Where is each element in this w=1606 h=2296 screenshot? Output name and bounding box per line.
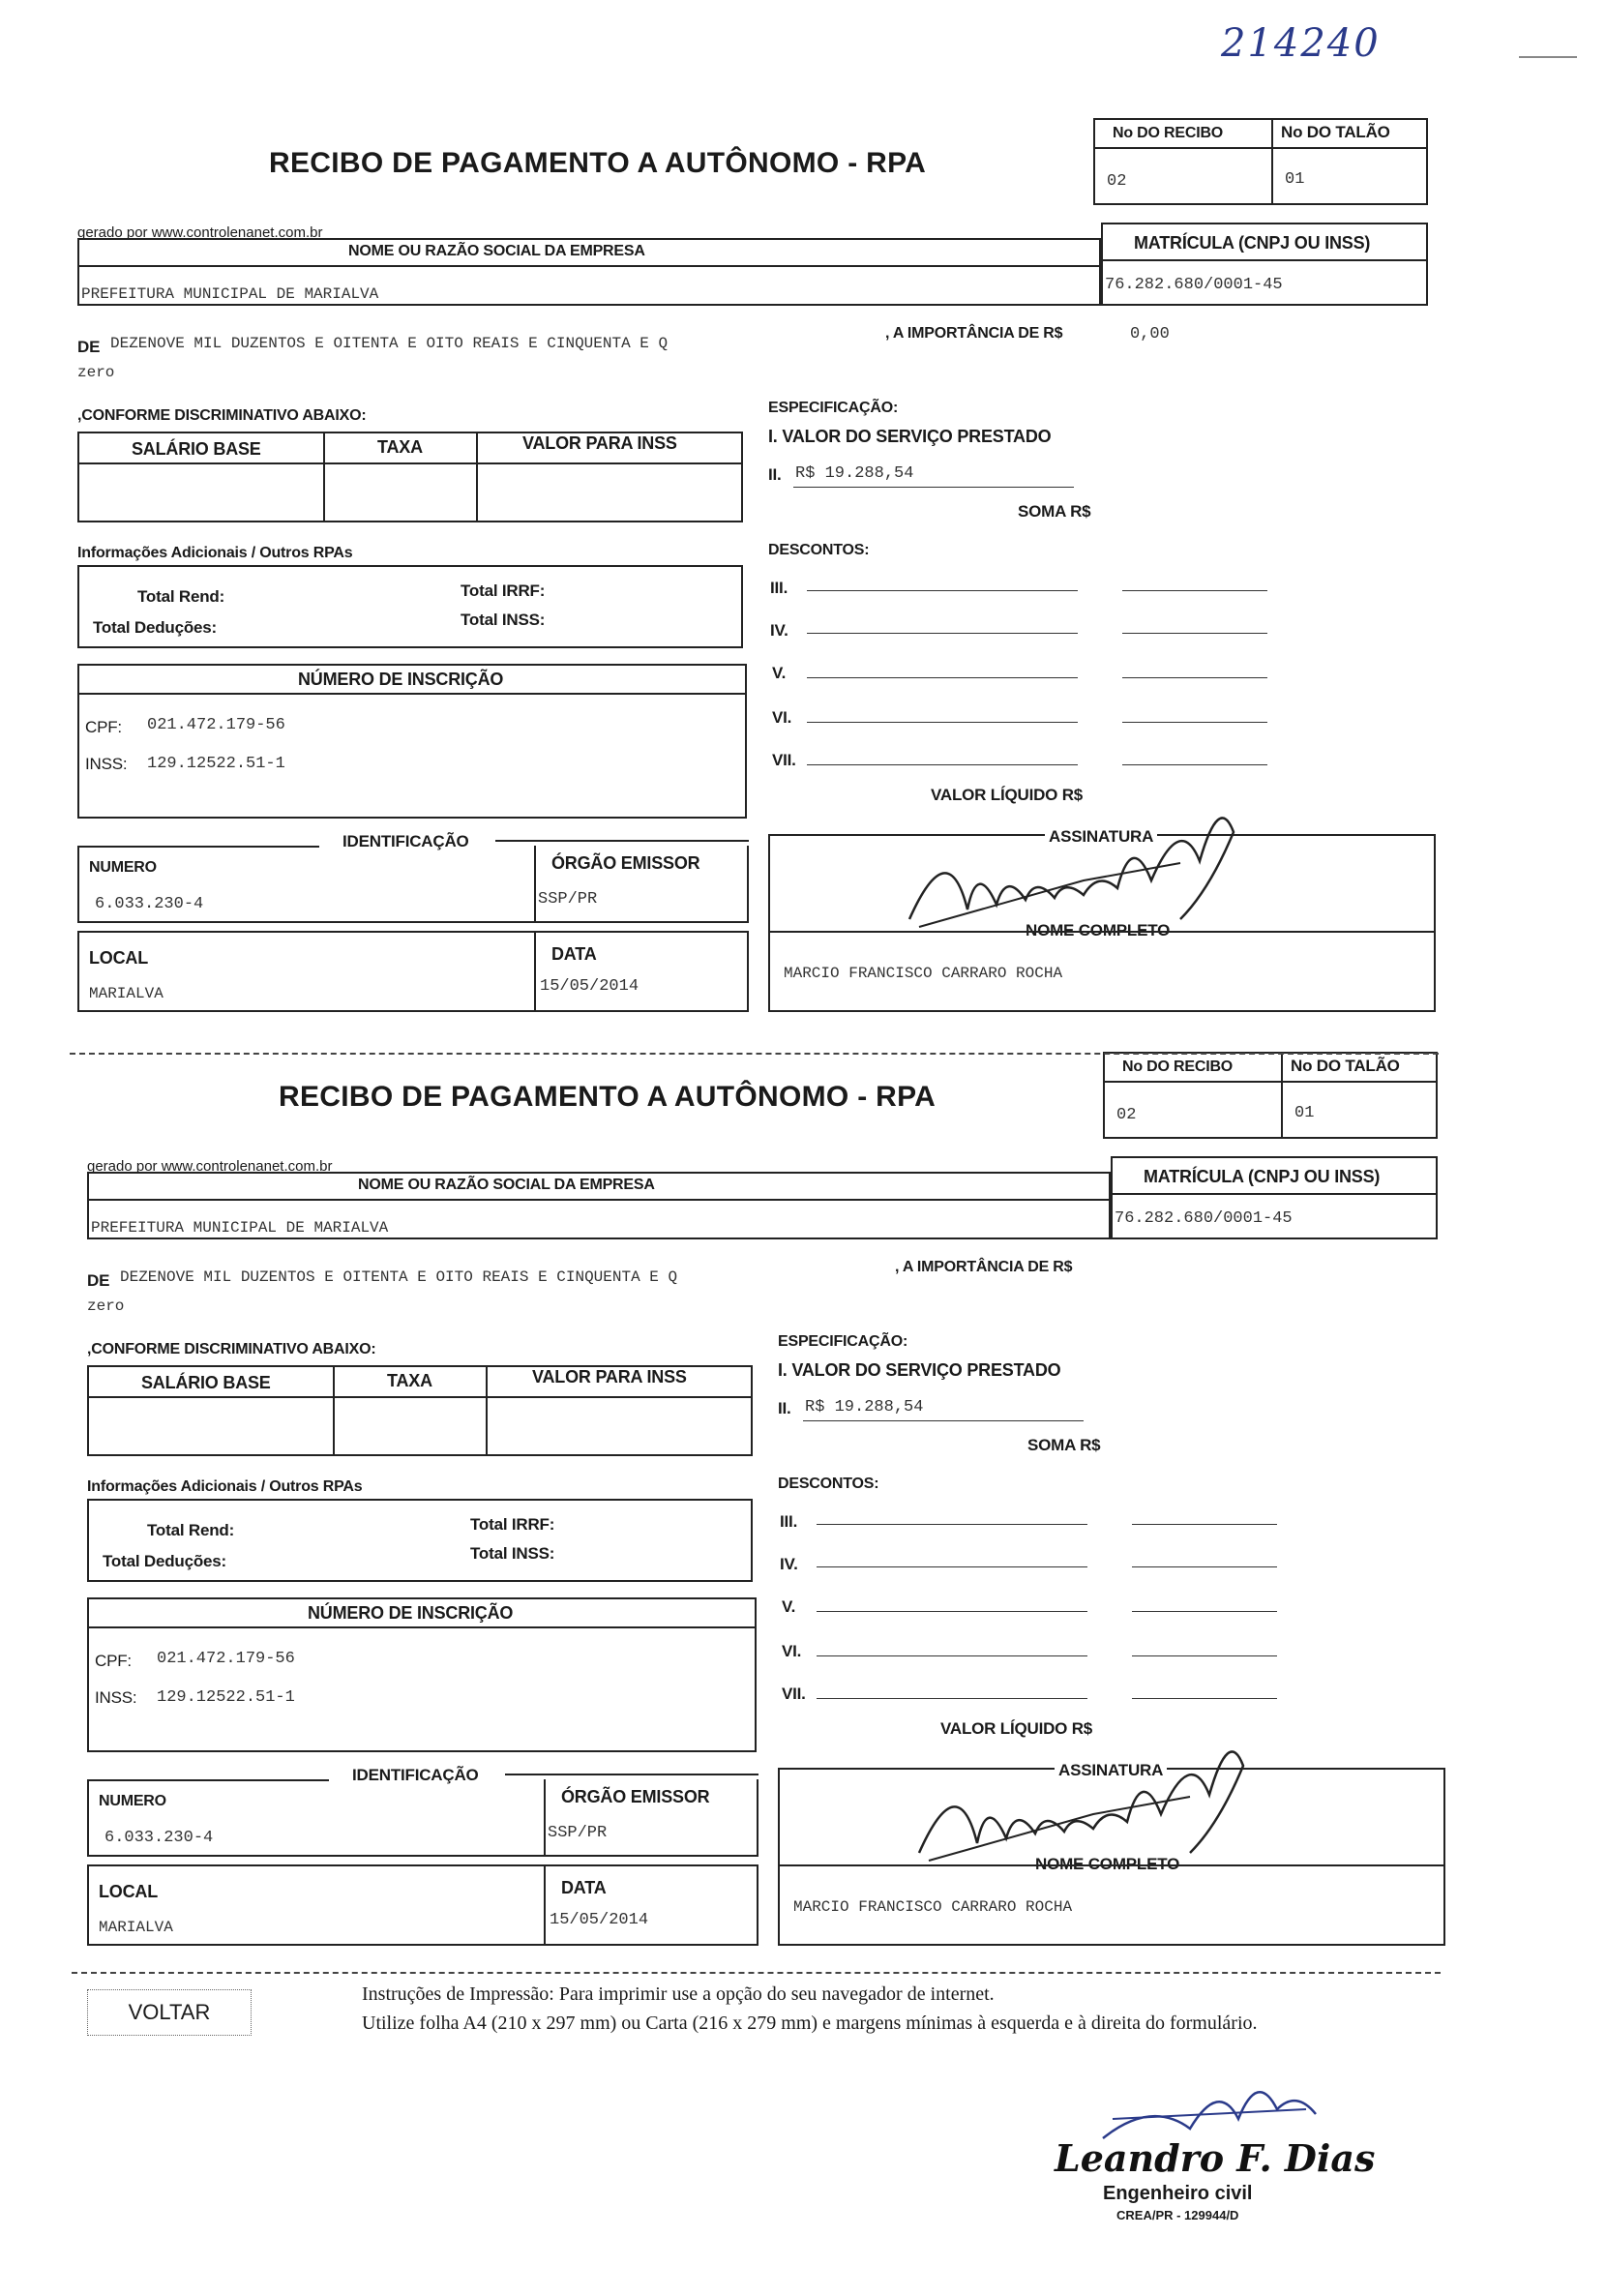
assinatura-label: ASSINATURA [1055,1761,1167,1780]
soma-label: SOMA R$ [1027,1436,1101,1454]
separator-bottom [72,1972,1441,1974]
valor-liquido-label: VALOR LÍQUIDO R$ [931,786,1084,804]
company-label: NOME OU RAZÃO SOCIAL DA EMPRESA [348,243,645,259]
company-value: PREFEITURA MUNICIPAL DE MARIALVA [81,285,379,303]
nome-completo-value: MARCIO FRANCISCO CARRARO ROCHA [793,1898,1073,1916]
desc-vi: VI. [772,708,792,727]
descontos-label: DESCONTOS: [768,542,870,558]
talao-value: 01 [1294,1104,1315,1122]
data-label: DATA [561,1878,607,1897]
identificacao-label: IDENTIFICAÇÃO [352,1766,479,1784]
importancia-label: , A IMPORTÂNCIA DE R$ [885,325,1063,342]
stamp-number: 214240 [1221,21,1381,66]
matricula-value: 76.282.680/0001-45 [1115,1209,1293,1228]
recibo-value: 02 [1116,1106,1137,1124]
total-inss: Total INSS: [461,611,546,629]
importancia-value: 0,00 [1130,325,1170,343]
desc-v: V. [782,1597,796,1616]
talao-value: 01 [1285,170,1305,189]
back-button[interactable] [87,1989,252,2036]
data-value: 15/05/2014 [540,977,639,996]
nome-completo-label: NOME COMPLETO [1029,1855,1185,1874]
amount-text-cont: zero [87,1297,125,1315]
nome-completo-value: MARCIO FRANCISCO CARRARO ROCHA [784,965,1063,982]
col-salario-base: SALÁRIO BASE [141,1373,271,1392]
separator-top [70,1053,1439,1055]
spec-ii-value: R$ 19.288,54 [795,464,914,483]
total-inss: Total INSS: [470,1544,555,1563]
inss-label: INSS: [95,1688,137,1707]
descontos-label: DESCONTOS: [778,1476,879,1492]
talao-label: No DO TALÃO [1291,1057,1400,1075]
recibo-label: No DO RECIBO [1122,1059,1234,1075]
spec-valor-servico: I. VALOR DO SERVIÇO PRESTADO [768,427,1052,446]
cpf-label: CPF: [85,718,122,736]
desc-vi: VI. [782,1642,802,1660]
print-instructions-1: Instruções de Impressão: Para imprimir use a opção do seu navegador de internet. [362,1983,995,2005]
info-label: Informações Adicionais / Outros RPAs [87,1478,363,1495]
de-label: DE [77,338,101,356]
inss-value: 129.12522.51-1 [147,755,285,773]
conforme-label: ,CONFORME DISCRIMINATIVO ABAIXO: [77,407,367,424]
col-taxa: TAXA [387,1371,432,1390]
desc-v: V. [772,664,787,682]
nome-completo-label: NOME COMPLETO [1020,921,1175,940]
col-valor-inss: VALOR PARA INSS [522,433,677,453]
desc-iv: IV. [770,621,788,640]
desc-iii: III. [770,579,788,597]
data-value: 15/05/2014 [550,1911,649,1929]
company-label: NOME OU RAZÃO SOCIAL DA EMPRESA [358,1177,655,1193]
total-irrf: Total IRRF: [461,581,546,600]
especificacao-label: ESPECIFICAÇÃO: [768,400,899,416]
engineer-name: Leandro F. Dias [1055,2136,1376,2180]
valor-liquido-label: VALOR LÍQUIDO R$ [940,1719,1093,1738]
col-salario-base: SALÁRIO BASE [132,439,261,459]
data-label: DATA [551,944,597,964]
spec-ii-value: R$ 19.288,54 [805,1398,924,1416]
info-label: Informações Adicionais / Outros RPAs [77,545,353,561]
receipt-second [10,934,1606,1979]
conforme-label: ,CONFORME DISCRIMINATIVO ABAIXO: [87,1341,376,1357]
desc-vii: VII. [782,1685,806,1703]
recibo-value: 02 [1107,172,1127,191]
engineer-role: Engenheiro civil [1103,2183,1253,2204]
matricula-label: MATRÍCULA (CNPJ OU INSS) [1134,233,1371,253]
inscricao-label: NÚMERO DE INSCRIÇÃO [308,1603,514,1623]
orgao-value: SSP/PR [548,1824,608,1842]
numero-label: NUMERO [99,1793,166,1809]
local-value: MARIALVA [89,985,164,1002]
receipt-title: RECIBO DE PAGAMENTO A AUTÔNOMO - RPA [269,147,927,179]
talao-label: No DO TALÃO [1281,123,1390,141]
assinatura-label: ASSINATURA [1045,827,1157,847]
cpf-value: 021.472.179-56 [157,1650,295,1668]
total-rend: Total Rend: [137,587,225,606]
signature-scribble [900,1708,1287,1872]
importancia-label: , A IMPORTÂNCIA DE R$ [895,1259,1073,1275]
soma-label: SOMA R$ [1018,502,1091,521]
cpf-label: CPF: [95,1652,132,1670]
spec-ii-label: II. [768,465,782,484]
cpf-value: 021.472.179-56 [147,716,285,734]
amount-text-cont: zero [77,364,115,381]
numero-value: 6.033.230-4 [104,1829,214,1847]
numero-label: NUMERO [89,859,157,876]
de-label: DE [87,1271,110,1290]
total-deducoes: Total Deduções: [93,618,217,637]
inss-value: 129.12522.51-1 [157,1688,295,1707]
receipt-first [0,0,1606,1045]
total-deducoes: Total Deduções: [103,1552,226,1570]
identificacao-label: IDENTIFICAÇÃO [342,832,469,850]
matricula-label: MATRÍCULA (CNPJ OU INSS) [1144,1167,1381,1186]
numero-value: 6.033.230-4 [95,895,204,913]
amount-text: DEZENOVE MIL DUZENTOS E OITENTA E OITO REAIS E CINQUENTA E Q [120,1268,678,1286]
orgao-value: SSP/PR [538,890,598,909]
generated-by: gerado por www.controlenanet.com.br [77,224,323,241]
inscricao-label: NÚMERO DE INSCRIÇÃO [298,670,504,689]
local-data-box [87,1864,758,1946]
col-taxa: TAXA [377,437,423,457]
desc-iii: III. [780,1512,798,1531]
signature-scribble [890,774,1277,939]
spec-valor-servico: I. VALOR DO SERVIÇO PRESTADO [778,1360,1061,1380]
orgao-label: ÓRGÃO EMISSOR [561,1787,710,1806]
total-rend: Total Rend: [147,1521,235,1539]
amount-text: DEZENOVE MIL DUZENTOS E OITENTA E OITO REAIS E CINQUENTA E Q [110,335,669,352]
receipt-title: RECIBO DE PAGAMENTO A AUTÔNOMO - RPA [279,1081,937,1113]
print-instructions-2: Utilize folha A4 (210 x 297 mm) ou Carta (216 x 279 mm) e margens mínimas à esquerda e à direita do formulário. [362,2013,1258,2034]
total-irrf: Total IRRF: [470,1515,555,1534]
engineer-crea: CREA/PR - 129944/D [1116,2208,1239,2222]
matricula-value: 76.282.680/0001-45 [1105,276,1283,294]
company-value: PREFEITURA MUNICIPAL DE MARIALVA [91,1219,389,1237]
local-value: MARIALVA [99,1919,173,1936]
local-label: LOCAL [99,1882,158,1901]
generated-by: gerado por www.controlenanet.com.br [87,1158,333,1175]
especificacao-label: ESPECIFICAÇÃO: [778,1333,908,1350]
spec-ii-label: II. [778,1399,791,1417]
local-label: LOCAL [89,948,148,968]
inss-label: INSS: [85,755,128,773]
desc-vii: VII. [772,751,796,769]
recibo-label: No DO RECIBO [1113,125,1224,141]
orgao-label: ÓRGÃO EMISSOR [551,853,700,873]
col-valor-inss: VALOR PARA INSS [532,1367,687,1387]
back-button-label: VOLTAR [128,2000,211,2024]
desc-iv: IV. [780,1555,798,1573]
